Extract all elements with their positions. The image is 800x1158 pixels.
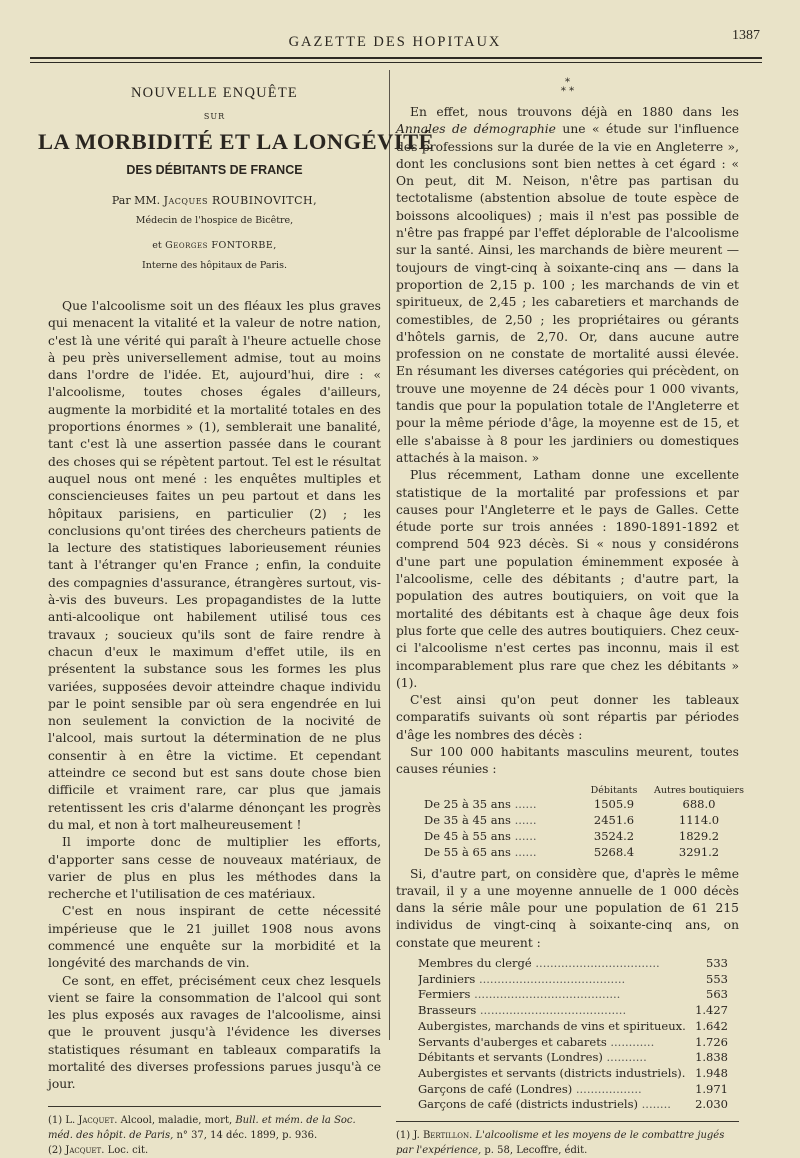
row-label: Garçons de café (Londres) <box>418 1081 573 1096</box>
header-rule <box>30 57 762 59</box>
table-row <box>424 828 744 844</box>
right-column <box>396 70 744 1158</box>
row-label: De 55 à 65 ans <box>424 844 511 859</box>
paragraph-4: Ce sont, en effet, précisément ceux chez lesquels vient se faire la consommation de l'alcool qui sont les plus exposés aux ravages de l'alcoolisme, ainsi que le prouvent jusqu'à l'évidence les diverses statistiques résumant en tableaux comparatifs la mortalité des diverses professions parues jusqu'à ce jour. <box>48 973 381 1092</box>
table-header-row <box>424 785 744 796</box>
footnote-1-author: L. Jacquet. <box>65 1114 118 1126</box>
column-divider <box>389 70 390 1040</box>
footnote-1-number: (1) <box>48 1114 63 1126</box>
row-value: 553 <box>706 971 728 986</box>
author1-role: Médecin de l'hospice de Bicêtre, <box>135 215 294 226</box>
row-value: 1.427 <box>695 1003 728 1018</box>
author2-line <box>48 235 381 256</box>
section-asterism: * * * <box>560 77 575 97</box>
table-row: Garçons de café (Londres) .................. 1.971 <box>418 1081 728 1096</box>
row-label: Fermiers <box>418 987 471 1002</box>
mortality-by-profession-table <box>418 956 728 1113</box>
right-paragraph-3: C'est ainsi qu'on peut donner les tableaux comparatifs suivants où sont répartis par périodes d'âge les nombres des décès : <box>396 693 739 742</box>
row-label: Jardiniers <box>418 971 476 986</box>
table-row: Jardiniers ........................................ 553 <box>418 971 728 986</box>
table-row: Brasseurs ........................................ 1.427 <box>418 1003 728 1018</box>
author2-prefix: et <box>152 240 162 251</box>
cell-autres: 3291.2 <box>678 844 720 859</box>
row-label: Aubergistes, marchands de vins et spiritueux. <box>418 1018 686 1033</box>
table-row: Fermiers ........................................ 563 <box>418 987 728 1002</box>
footnote-number: (1) <box>396 1130 411 1142</box>
article-title-sur: SUR <box>203 112 226 121</box>
right-paragraph-4: Sur 100 000 habitants masculins meurent, toutes causes réunies : <box>396 744 739 777</box>
author1-line <box>48 191 381 211</box>
row-label: Débitants et servants (Londres) <box>418 1050 603 1065</box>
row-label: De 45 à 55 ans <box>424 828 511 843</box>
footnote-1-text: Alcool, maladie, mort, <box>120 1114 233 1126</box>
right-paragraph-2: Plus récemment, Latham donne une excellente statistique de la mortalité par professions et par causes pour l'Angleterre et le pays de Galles. Cette étude porte sur trois années : 1890-1891-1892 et comprend 504 923 décès. Si « nous y considérons d'une part une population éminemment exposée à l'alcoolisme, celle des débitants ; d'autre part, la population des autres boutiquiers, on voit que la mortalité des débitants est à chaque âge deux fois plus forte que celle des autres boutiquiers. Chez ceux-ci l'alcoolisme n'est certes pas inconnu, mais il est incomparablement plus rare que chez les débitants » (1). <box>396 468 739 690</box>
footnote-2 <box>48 1143 381 1158</box>
page-header <box>30 28 760 48</box>
row-value: 1.726 <box>695 1034 728 1049</box>
footnote-book-title: L'alcoolisme et les moyens de le combattre jugés par l'expérience, <box>396 1130 725 1157</box>
row-label: De 25 à 35 ans <box>424 796 511 811</box>
footnote-rule <box>48 1106 381 1107</box>
footnote-1-journal: Bull. et mém. de la Soc. méd. des hôpit. de Paris, <box>48 1114 356 1141</box>
header-rule-thin <box>30 62 762 63</box>
author2-name: Georges FONTORBE, <box>165 240 277 251</box>
row-value: 533 <box>706 956 728 971</box>
cell-debitants: 1505.9 <box>593 796 635 811</box>
journal-title: Annales de démographie <box>396 122 556 137</box>
article-title-line1: NOUVELLE ENQUÊTE <box>131 85 298 101</box>
row-value: 563 <box>706 987 728 1002</box>
table-row <box>424 844 744 860</box>
table-row <box>418 1066 728 1082</box>
leader-dots: ...... <box>514 844 537 859</box>
author1-name: Jacques ROUBINOVITCH, <box>163 194 318 207</box>
paragraph-3: C'est en nous inspirant de cette nécessité impérieuse que le 21 juillet 1908 nous avons commencé une enquête sur la morbidité et la longévité des marchands de vin. <box>48 904 381 971</box>
table-row: Servants d'auberges et cabarets ............ 1.726 <box>418 1034 728 1049</box>
cell-debitants: 5268.4 <box>593 844 635 859</box>
author1-prefix: Par MM. <box>111 194 161 207</box>
footnote-1-rest: n° 37, 14 déc. 1899, p. 936. <box>176 1129 318 1141</box>
table-row <box>424 796 744 812</box>
right-paragraph-1 <box>396 104 739 467</box>
footnote-2-text: Loc. cit. <box>107 1144 149 1156</box>
row-label: Aubergistes et servants (districts industriels). <box>418 1065 686 1080</box>
row-label: Garçons de café (districts industriels) <box>418 1097 638 1112</box>
author2-role: Interne des hôpitaux de Paris. <box>142 260 287 271</box>
footnote-rule <box>396 1121 739 1122</box>
cell-debitants: 3524.2 <box>593 828 635 843</box>
footnote-rest: p. 58, Lecoffre, édit. <box>484 1145 588 1157</box>
paragraph-2: Il importe donc de multiplier les efforts, d'apporter sans cesse de nouveaux matériaux, de varier de plus en plus les méthodes dans la recherche et l'utilisation de ces matériaux. <box>48 835 381 902</box>
cell-autres: 1829.2 <box>678 828 720 843</box>
leader-dots: ...... <box>514 812 537 827</box>
footnote-1 <box>48 1113 381 1143</box>
footnote-2-author: Jacquet. <box>65 1144 105 1156</box>
page-number: 1387 <box>732 28 760 43</box>
footnote-author: J. Bertillon. <box>413 1130 473 1142</box>
col-header-autres: Autres boutiquiers <box>654 784 744 796</box>
cell-debitants: 2451.6 <box>593 812 635 827</box>
row-label: Servants d'auberges et cabarets <box>418 1034 607 1049</box>
right-paragraph-1a: En effet, nous trouvons déjà en 1880 dans les <box>410 105 739 119</box>
article-subtitle: DES DÉBITANTS DE FRANCE <box>126 163 303 177</box>
author-block <box>48 191 381 276</box>
right-paragraph-1b: une « étude sur l'influence des professions sur la durée de la vie en Angleterre », dont les conclusions sont bien nettes à cet égard : « On peut, dit M. Neison, n'être pas partisan du tectotalisme (abstention absolue de toute espèce de boissons alcooliques) ; mais il n'est pas possible de n'être pas frappé par l'effet déplorable de l'alcoolisme sur la santé. Ainsi, les marchands de bière meurent — toujours de vingt-cinq à soixante-cinq ans — dans la proportion de 2,15 p. 100 ; les marchands de vin et spiritueux, de 2,45 ; les cabaretiers et marchands de comestibles, de 2,50 ; les propriétaires ou gérants d'hôtels garnis, de 2,70. Or, dans aucune autre profession on ne constate de mortalité aussi élevée. En résumant les diverses catégories qui précèdent, on trouve une moyenne de 24 décès pour 1 000 vivants, tandis que pour la population totale de l'Angleterre et pour la même période d'âge, la moyenne est de 15, et elle s'abaisse à 8 pour les jardiniers ou domestiques attachés à la maison. » <box>396 122 739 465</box>
left-column <box>38 85 435 1158</box>
article-title-main: LA MORBIDITÉ ET LA LONGÉVITÉ <box>38 129 435 154</box>
publication-title: GAZETTE DES HOPITAUX <box>288 34 502 50</box>
paragraph-1: Que l'alcoolisme soit un des fléaux les plus graves qui menacent la vitalité et la valeur de notre nation, c'est là une vérité qui paraît à l'heure actuelle chose à peu près universellement admise, tout au moins dans l'ordre de l'idée. Et, aujourd'hui, dire : « l'alcoolisme, toutes choses égales d'ailleurs, augmente la morbidité et la mortalité totales en des proportions énormes » (1), semblerait une banalité, tant c'est là une assertion passée dans le courant des choses qui se répètent partout. Tel est le résultat auquel nous ont mené : les enquêtes multiples et consciencieuses faites un peu partout et dans les hôpitaux parisiens, en particulier (2) ; les conclusions qu'ont tirées des chercheurs patients de la lecture des statistiques laborieusement réunies tant à l'étranger qu'en France ; enfin, la conduite des compagnies d'assurance, étrangères surtout, vis-à-vis des buveurs. Les propagandistes de la lutte anti-alcoolique ont habilement utilisé tous ces travaux ; soucieux qu'ils sont de faire rendre à chacun d'eux le maximum d'effet utile, ils en présentent la substance sous les formes les plus variées, supposées devoir atteindre chaque individu par le point sensible par où sera engendrée en lui non seulement la conviction de la nocivité de l'alcool, mais surtout la détermination de ne plus consentir à en être la victime. Et cependant atteindre ce second but est sans doute chose bien difficile et vraiment rare, car plus que jamais retentissent les cris d'alarme dénonçant les progrès du mal, et non à tort malheureusement ! <box>48 299 381 832</box>
right-paragraph-5: Si, d'autre part, on considère que, d'après le même travail, il y a une moyenne annuelle de 1 000 décès dans la série mâle pour une population de 61 215 individus de vingt-cinq à soixante-cinq ans, on constate que meurent : <box>396 866 739 950</box>
row-value: 1.642 <box>695 1018 728 1033</box>
cell-autres: 1114.0 <box>678 812 720 827</box>
leader-dots: ...... <box>514 828 537 843</box>
leader-dots: ...... <box>514 796 537 811</box>
footnote-2-number: (2) <box>48 1144 63 1156</box>
row-label: Brasseurs <box>418 1003 477 1018</box>
row-label: De 35 à 45 ans <box>424 812 511 827</box>
col-header-debitants: Débitants <box>590 784 638 796</box>
row-value: 1.948 <box>695 1065 728 1080</box>
table-row: Membres du clergé .................................. 533 <box>418 956 728 971</box>
row-value: 2.030 <box>695 1097 728 1112</box>
table-row: Garçons de café (districts industriels) ........ 2.030 <box>418 1097 728 1112</box>
cell-autres: 688.0 <box>682 796 716 811</box>
mortality-by-age-table <box>424 785 744 860</box>
right-footnote <box>396 1128 739 1158</box>
row-label: Membres du clergé <box>418 956 532 971</box>
table-row: Débitants et servants (Londres) ........... 1.838 <box>418 1050 728 1065</box>
table-row <box>424 812 744 828</box>
row-value: 1.838 <box>695 1050 728 1065</box>
row-value: 1.971 <box>695 1081 728 1096</box>
table-row <box>418 1019 728 1035</box>
